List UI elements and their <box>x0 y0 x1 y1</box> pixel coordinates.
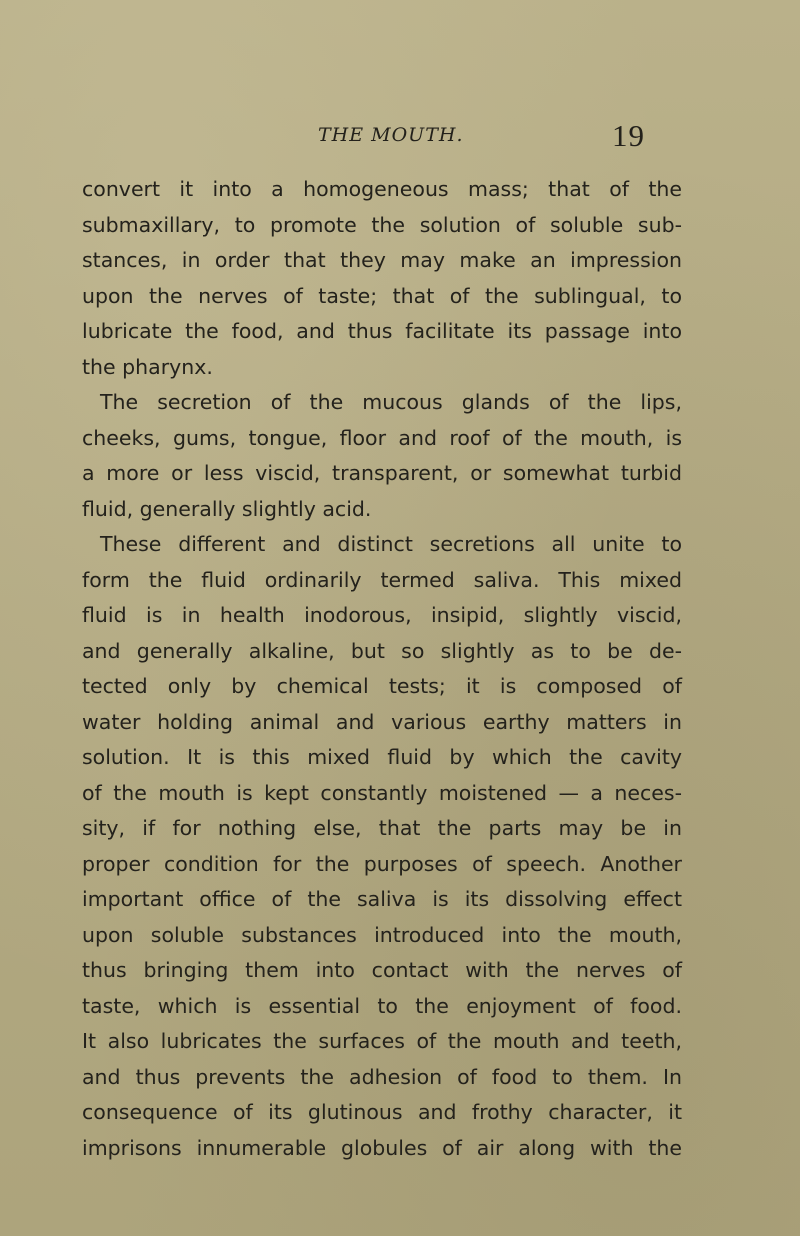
text-line: The secretion of the mucous glands of the lips, <box>100 390 682 414</box>
page-number: 19 <box>612 118 645 153</box>
text-line: sity, if for nothing else, that the parts may be in <box>82 816 682 840</box>
text-line: taste, which is essential to the enjoyment of food. <box>82 993 682 1018</box>
text-line: upon the nerves of taste; that of the sublingual, to <box>82 283 682 308</box>
text-line: upon soluble substances introduced into the mouth, <box>82 922 682 947</box>
text-line: lubricate the food, and thus facilitate its passage into <box>82 319 682 343</box>
text-line: and generally alkaline, but so slightly as to be de- <box>82 638 682 663</box>
text-line: important office of the saliva is its dissolving effect <box>82 887 682 911</box>
text-line: a more or less viscid, transparent, or somewhat turbid <box>82 461 682 485</box>
text-line: and thus prevents the adhesion of food to them. In <box>82 1064 682 1089</box>
running-head <box>0 118 800 158</box>
text-line: of the mouth is kept constantly moistened — a neces- <box>82 780 682 805</box>
text-line: fluid, generally slightly acid. <box>82 496 372 521</box>
text-line: imprisons innumerable globules of air along with the <box>82 1135 682 1160</box>
text-line: fluid is in health inodorous, insipid, slightly viscid, <box>82 603 682 627</box>
text-line: thus bringing them into contact with the nerves of <box>82 958 682 982</box>
text-line: tected only by chemical tests; it is composed of <box>82 674 682 698</box>
text-line: cheeks, gums, tongue, floor and roof of the mouth, is <box>82 425 682 450</box>
text-line: submaxillary, to promote the solution of soluble sub- <box>82 212 682 237</box>
text-line: the pharynx. <box>82 354 213 379</box>
text-line: It also lubricates the surfaces of the mouth and teeth, <box>82 1029 682 1053</box>
text-line: consequence of its glutinous and frothy character, it <box>82 1100 682 1124</box>
text-line: These different and distinct secretions all unite to <box>100 532 682 556</box>
text-line: convert it into a homogeneous mass; that of the <box>82 177 682 201</box>
text-line: stances, in order that they may make an impression <box>82 248 682 272</box>
running-title: THE MOUTH. <box>318 124 464 146</box>
text-line: proper condition for the purposes of speech. Another <box>82 851 682 876</box>
text-line: form the fluid ordinarily termed saliva. This mixed <box>82 567 682 592</box>
text-line: water holding animal and various earthy matters in <box>82 709 682 734</box>
body-text <box>82 172 682 1166</box>
text-line: solution. It is this mixed fluid by which the cavity <box>82 745 682 769</box>
